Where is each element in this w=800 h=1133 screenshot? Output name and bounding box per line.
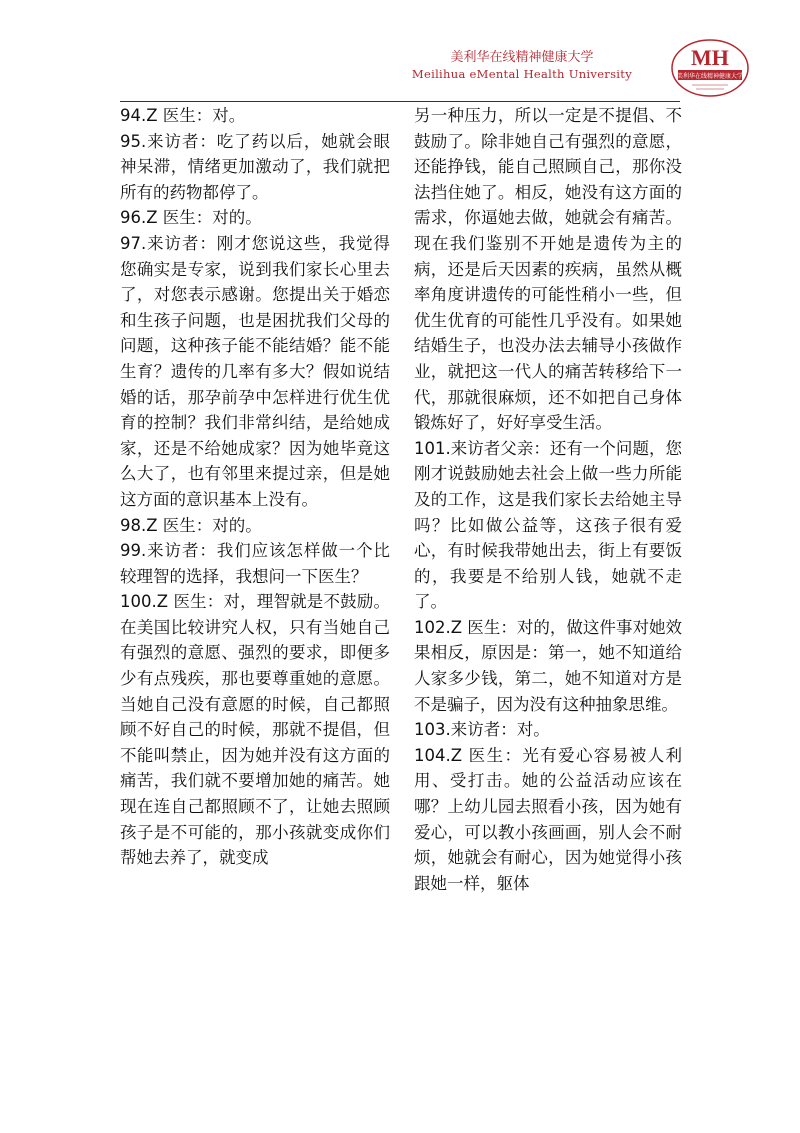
dialogue-line: 102.Z 医生：对的，做这件事对她效果相反，原因是：第一，她不知道给人家多少钱，第二，她不知道对方是不是骗子，因为没有这种抽象思维。 <box>414 617 682 714</box>
university-name-cn: 美利华在线精神健康大学 <box>450 50 594 65</box>
page-header <box>412 50 632 82</box>
dialogue-line: 98.Z 医生：对的。 <box>120 515 262 535</box>
logo-subtext: 美利华在线精神健康大学 <box>676 73 744 80</box>
logo-text: MH <box>691 45 729 70</box>
university-logo <box>670 38 750 98</box>
university-name-en: Meilihua eMental Health University <box>411 67 632 81</box>
logo-seal-icon <box>670 38 750 98</box>
right-column <box>414 103 682 896</box>
dialogue-line: 104.Z 医生：光有爱心容易被人利用、受打击。她的公益活动应该在哪？上幼儿园去照看小孩，因为她有爱心，可以教小孩画画，别人会不耐烦，她就会有耐心，因为她觉得小孩跟她一样，躯体 <box>414 745 682 893</box>
dialogue-line: 96.Z 医生：对的。 <box>120 208 262 228</box>
dialogue-line: 95.来访者：吃了药以后，她就会眼神呆滞，情绪更加激动了，我们就把所有的药物都停了。 <box>120 131 390 202</box>
left-column <box>120 103 390 871</box>
header-divider <box>120 101 680 102</box>
dialogue-line: 103.来访者：对。 <box>414 720 550 740</box>
dialogue-line: 101.来访者父亲：还有一个问题，您刚才说鼓励她去社会上做一些力所能及的工作，这是我们家长去给她主导吗？比如做公益等，这孩子很有爱心，有时候我带她出去，街上有要饭的，我要是不给别人钱，她就不走了。 <box>414 438 682 612</box>
dialogue-line: 99.来访者：我们应该怎样做一个比较理智的选择，我想问一下医生？ <box>120 541 390 586</box>
dialogue-line: 100.Z 医生：对，理智就是不鼓励。在美国比较讲究人权，只有当她自己有强烈的意愿、强烈的要求，即便多少有点残疾，那也要尊重她的意愿。当她自己没有意愿的时候，自己都照顾不好自己的时候，那就不提倡，但不能叫禁止，因为她并没有这方面的痛苦，我们就不要增加她的痛苦。她现在连自己都照顾不了，让她去照顾孩子是不可能的，那小孩就变成你们帮她去养了，就变成 <box>120 592 390 868</box>
dialogue-line: 97.来访者：刚才您说这些，我觉得您确实是专家，说到我们家长心里去了，对您表示感谢。您提出关于婚恋和生孩子问题，也是困扰我们父母的问题，这种孩子能不能结婚？能不能生育？遗传的几率有多大？假如说结婚的话，那孕前孕中怎样进行优生优育的控制？我们非常纠结，是给她成家，还是不给她成家？因为她毕竟这么大了，也有邻里来提过亲，但是她这方面的意识基本上没有。 <box>120 233 390 509</box>
dialogue-line: 94.Z 医生：对。 <box>120 106 246 125</box>
dialogue-line: 另一种压力，所以一定是不提倡、不鼓励了。除非她自己有强烈的意愿，还能挣钱，能自己照顾自己，那你没法挡住她了。相反，她没有这方面的需求，你逼她去做，她就会有痛苦。现在我们鉴别不开她是遗传为主的病，还是后天因素的疾病，虽然从概率角度讲遗传的可能性稍小一些，但优生优育的可能性几乎没有。如果她结婚生子，也没办法去辅导小孩做作业，就把这一代人的痛苦转移给下一代，那就很麻烦，还不如把自己身体锻炼好了，好好享受生活。 <box>414 106 682 433</box>
